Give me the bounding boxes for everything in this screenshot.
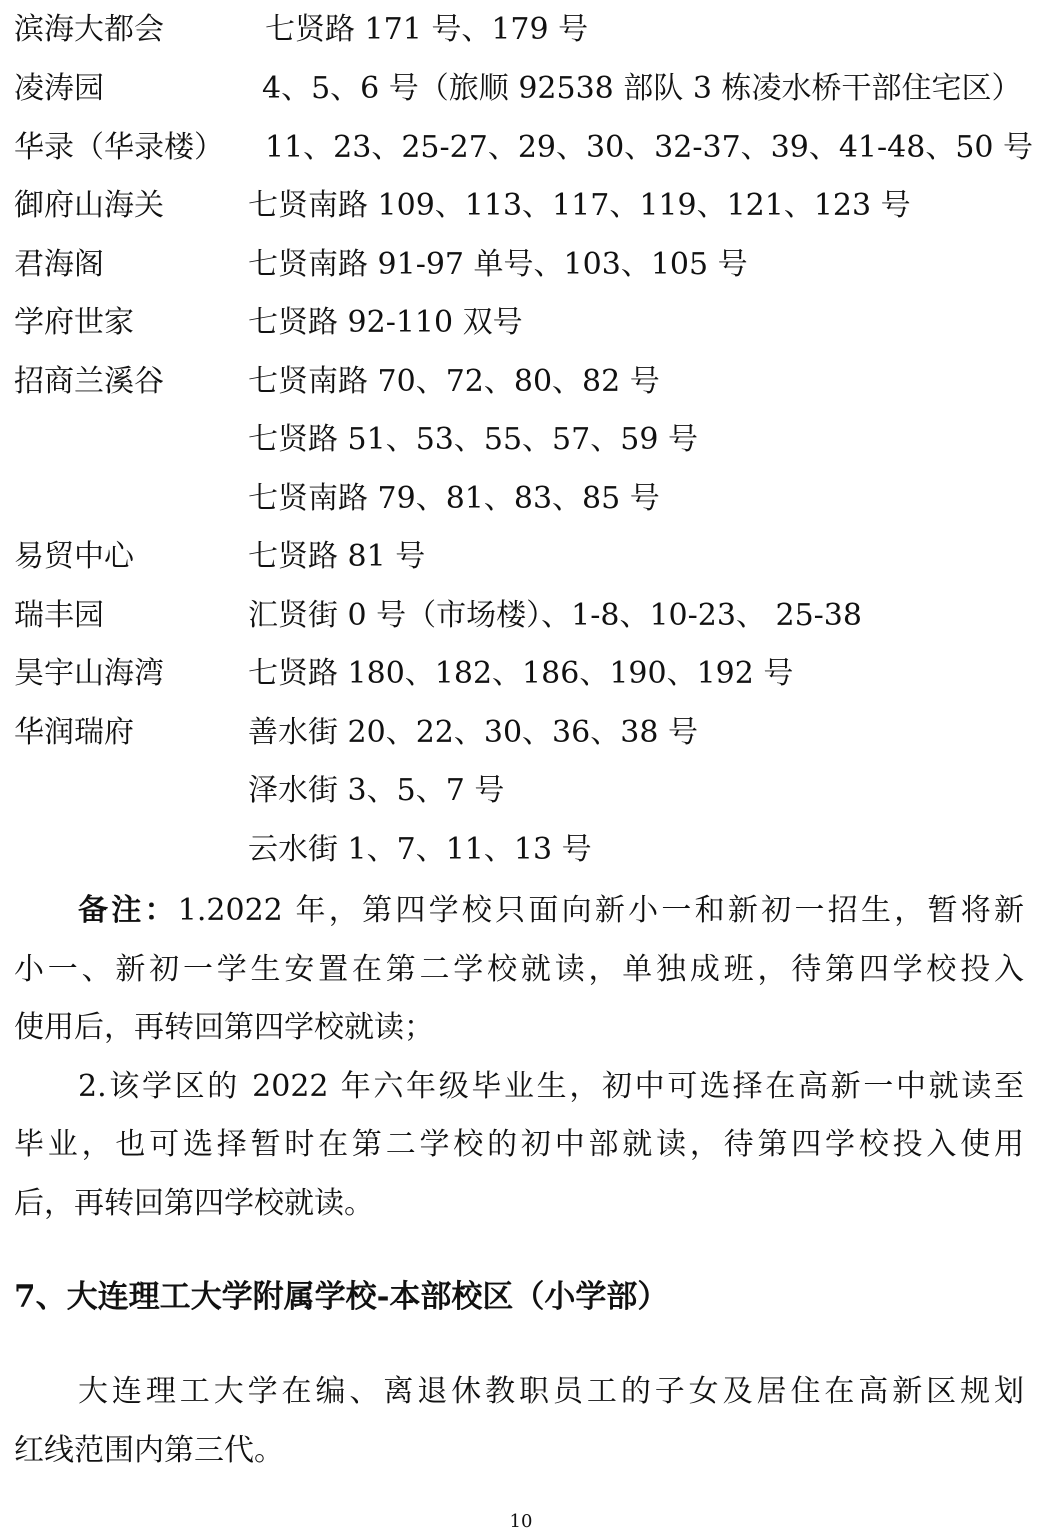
address-row [0, 649, 1042, 699]
section-body-line-2: 红线范围内第三代。 [14, 1433, 284, 1468]
address-row [0, 357, 1042, 407]
community-address: 七贤南路 109、113、117、119、121、123 号 [248, 188, 911, 223]
note-1-line-1 [78, 886, 1024, 936]
community-name: 学府世家 [14, 305, 134, 340]
community-name: 华录（华录楼） [14, 130, 224, 165]
note-1-line-2: 小一、新初一学生安置在第二学校就读，单独成班，待第四学校投入 [14, 952, 1024, 987]
community-address: 4、5、6 号（旅顺 92538 部队 3 栋凌水桥干部住宅区） [262, 71, 1022, 106]
community-name: 君海阁 [14, 247, 104, 282]
community-name: 招商兰溪谷 [14, 364, 164, 399]
page-number: 10 [509, 1511, 533, 1532]
note-2-line-3: 后，再转回第四学校就读。 [14, 1186, 374, 1221]
community-name: 华润瑞府 [14, 715, 134, 750]
community-address: 11、23、25-27、29、30、32-37、39、41-48、50 号 [265, 130, 1034, 165]
section-body-line-1: 大连理工大学在编、离退休教职员工的子女及居住在高新区规划 [78, 1374, 1024, 1409]
community-address: 七贤路 51、53、55、57、59 号 [248, 422, 698, 457]
community-address: 七贤南路 70、72、80、82 号 [248, 364, 660, 399]
community-address: 七贤路 180、182、186、190、192 号 [248, 656, 794, 691]
address-row [0, 415, 1042, 465]
address-row [0, 123, 1042, 173]
community-name: 瑞丰园 [14, 598, 104, 633]
community-address: 泽水街 3、5、7 号 [248, 773, 505, 808]
community-address: 七贤南路 91-97 单号、103、105 号 [248, 247, 748, 282]
address-row [0, 240, 1042, 290]
community-name: 滨海大都会 [14, 12, 164, 47]
address-row [0, 766, 1042, 816]
address-row [0, 474, 1042, 524]
note-2-line-2: 毕业，也可选择暂时在第二学校的初中部就读，待第四学校投入使用 [14, 1127, 1024, 1162]
community-address: 七贤路 92-110 双号 [248, 305, 523, 340]
community-name: 昊宇山海湾 [14, 656, 164, 691]
community-address: 七贤路 171 号、179 号 [265, 12, 589, 47]
community-address: 云水街 1、7、11、13 号 [248, 832, 592, 867]
note-2-line-1: 2.该学区的 2022 年六年级毕业生，初中可选择在高新一中就读至 [78, 1069, 1024, 1104]
address-row [0, 591, 1042, 641]
community-address: 善水街 20、22、30、36、38 号 [248, 715, 698, 750]
community-name: 御府山海关 [14, 188, 164, 223]
note-1-line-3: 使用后，再转回第四学校就读； [14, 1010, 434, 1045]
address-row [0, 708, 1042, 758]
community-name: 易贸中心 [14, 539, 134, 574]
section-heading: 7、大连理工大学附属学校-本部校区（小学部） [14, 1279, 669, 1315]
notes-label: 备注： [78, 893, 178, 928]
community-address: 汇贤街 0 号（市场楼）、1-8、10-23、 25-38 [248, 598, 862, 633]
address-row [0, 532, 1042, 582]
address-row [0, 825, 1042, 875]
address-row [0, 298, 1042, 348]
community-address: 七贤路 81 号 [248, 539, 426, 574]
address-row [0, 64, 1042, 114]
note-1-text: 1.2022 年，第四学校只面向新小一和新初一招生，暂将新 [177, 893, 1024, 928]
address-row [0, 181, 1042, 231]
address-row [0, 5, 1042, 55]
community-address: 七贤南路 79、81、83、85 号 [248, 481, 660, 516]
community-name: 凌涛园 [14, 71, 104, 106]
